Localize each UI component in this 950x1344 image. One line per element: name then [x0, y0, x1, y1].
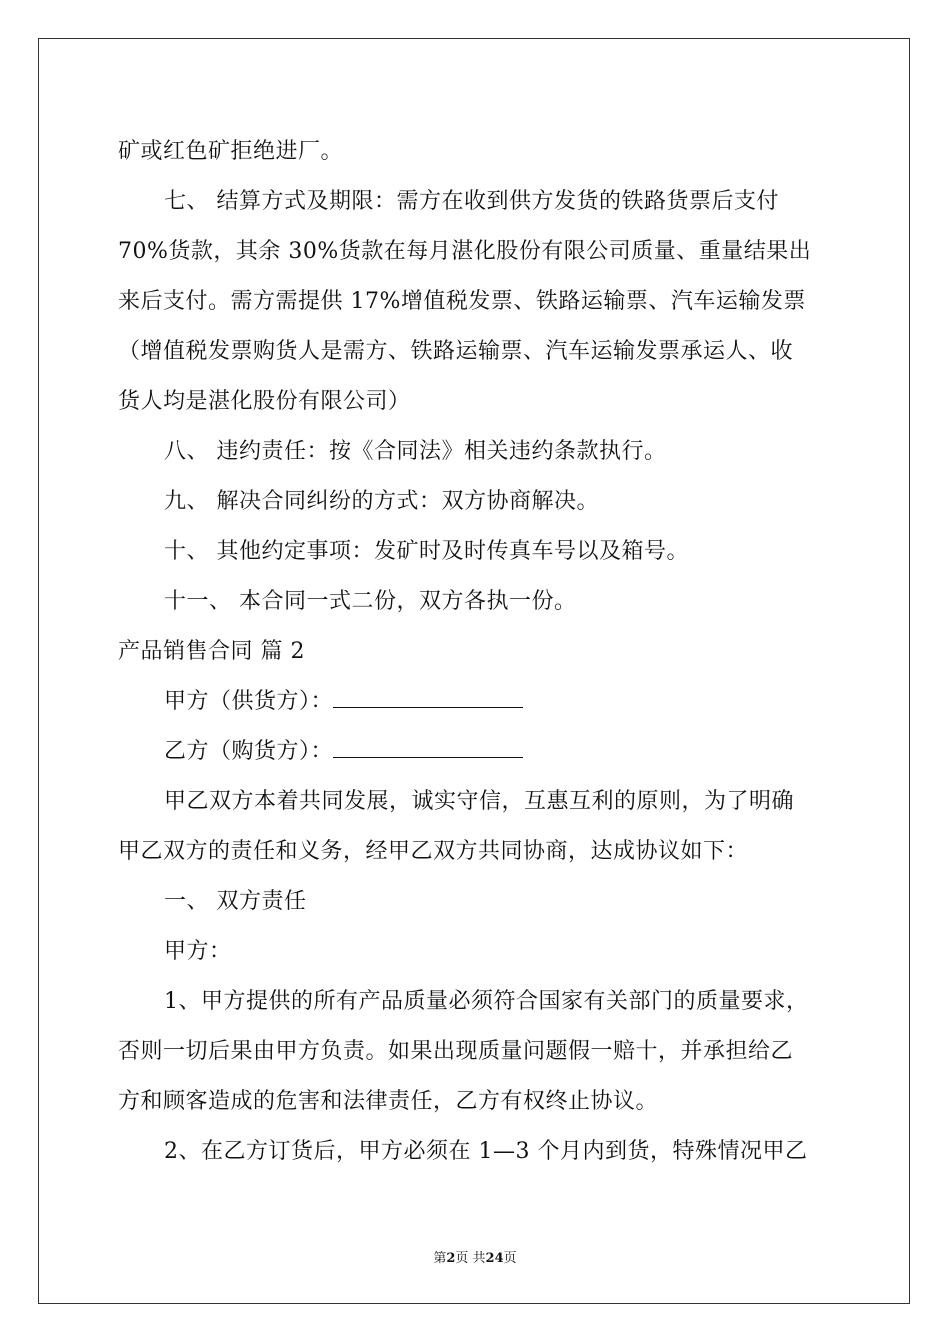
clause-nine: 九、 解决合同纠纷的方式：双方协商解决。	[164, 489, 599, 514]
footer-mid: 页 共	[455, 1251, 486, 1266]
paragraph-line: （增值税发票购货人是需方、铁路运输票、汽车运输发票承运人、收	[118, 339, 794, 364]
paragraph-line: 否则一切后果由甲方负责。如果出现质量问题假一赔十，并承担给乙	[118, 1039, 794, 1064]
party-a-blank	[333, 689, 523, 708]
section-heading: 产品销售合同 篇 2	[118, 639, 305, 664]
party-b-label: 乙方（购货方）：	[164, 739, 334, 764]
footer-total-pages: 24	[485, 1251, 504, 1266]
paragraph-line: 甲乙双方的责任和义务，经甲乙双方共同协商，达成协议如下：	[118, 839, 749, 864]
page-footer	[0, 1247, 950, 1266]
paragraph-line: 方和顾客造成的危害和法律责任，乙方有权终止协议。	[118, 1089, 659, 1114]
document-body	[118, 127, 838, 1177]
footer-prefix: 第	[433, 1251, 447, 1266]
paragraph-line: 70%货款，其余 30%货款在每月湛化股份有限公司质量、重量结果出	[118, 239, 812, 264]
clause-eight: 八、 违约责任：按《合同法》相关违约条款执行。	[164, 439, 667, 464]
party-b-line	[118, 727, 838, 777]
item-two: 2、在乙方订货后，甲方必须在 1—3 个月内到货，特殊情况甲乙	[164, 1139, 808, 1164]
item-one: 1、甲方提供的所有产品质量必须符合国家有关部门的质量要求，	[164, 989, 809, 1014]
clause-seven: 七、 结算方式及期限：需方在收到供方发货的铁路货票后支付	[164, 189, 779, 214]
footer-page-number: 2	[446, 1251, 456, 1266]
party-b-blank	[333, 739, 523, 758]
paragraph-line: 货人均是湛化股份有限公司）	[118, 389, 411, 414]
party-a-line	[118, 677, 838, 727]
subsection-heading: 一、 双方责任	[164, 889, 307, 914]
party-a-label: 甲方（供货方）：	[164, 689, 334, 714]
footer-suffix: 页	[503, 1251, 517, 1266]
clause-eleven: 十一、 本合同一式二份，双方各执一份。	[164, 589, 577, 614]
party-a-heading: 甲方：	[164, 939, 232, 964]
paragraph-line: 矿或红色矿拒绝进厂。	[118, 139, 344, 164]
paragraph-line: 来后支付。需方需提供 17%增值税发票、铁路运输票、汽车运输发票	[118, 289, 806, 314]
paragraph-line: 甲乙双方本着共同发展，诚实守信，互惠互利的原则，为了明确	[164, 789, 795, 814]
clause-ten: 十、 其他约定事项：发矿时及时传真车号以及箱号。	[164, 539, 689, 564]
